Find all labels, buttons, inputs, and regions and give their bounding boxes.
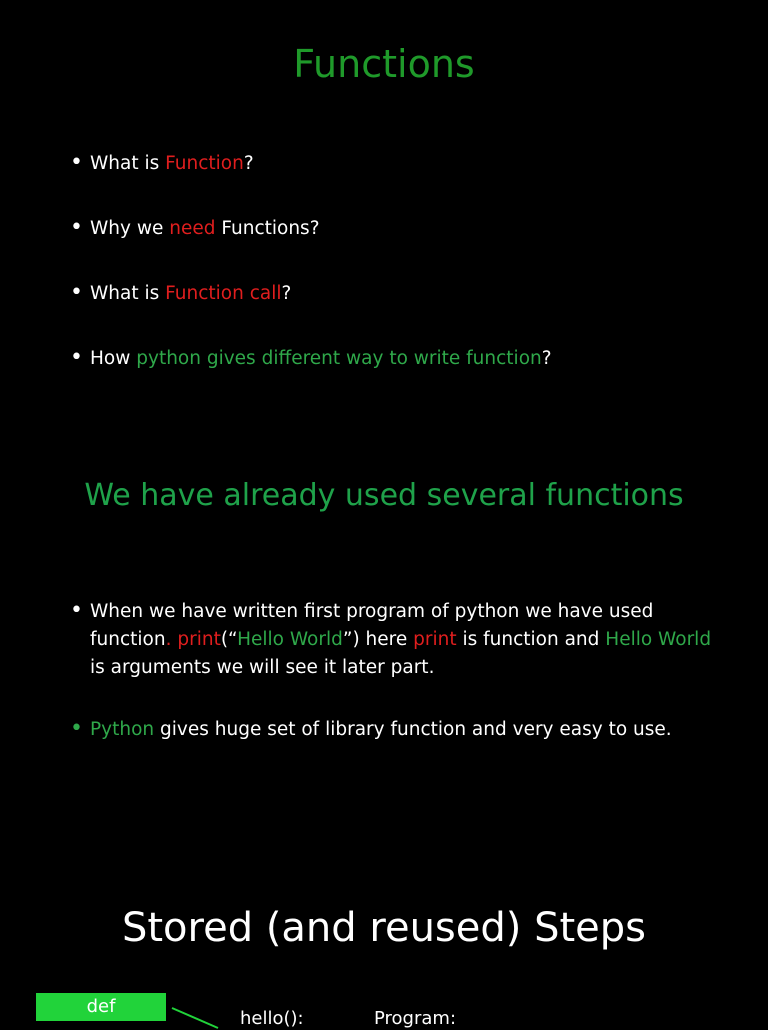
bullet-dot-icon: • <box>70 280 83 305</box>
bullet-dot-icon: • <box>70 716 83 741</box>
functions-question-list <box>70 150 552 410</box>
bullet-text: Python <box>90 719 155 740</box>
bullet-text: need <box>169 218 216 239</box>
bullet-item <box>70 215 552 243</box>
program-label: Program: <box>374 1008 457 1029</box>
bullet-item <box>70 280 552 308</box>
bullet-text: ? <box>281 283 292 304</box>
bullet-text: Function call <box>165 283 282 304</box>
def-keyword-box: def <box>36 993 166 1021</box>
bullet-dot-icon: • <box>70 150 83 175</box>
bullet-text: (“ <box>220 629 238 650</box>
bullet-text: When we have written first program of python we have used function <box>90 601 654 650</box>
bullet-item <box>70 345 552 373</box>
slide-title-functions: Functions <box>293 42 475 86</box>
hello-function-label: hello(): <box>240 1008 304 1029</box>
bullet-dot-icon: • <box>70 345 83 370</box>
bullet-text: ? <box>541 348 552 369</box>
bullet-text: python gives different way to write function <box>136 348 542 369</box>
bullet-text: ? <box>243 153 254 174</box>
bullet-text: What is <box>90 283 166 304</box>
already-used-list <box>70 598 720 778</box>
bullet-text: Hello World <box>605 629 712 650</box>
bullet-item <box>70 716 720 744</box>
slide-title-already-used: We have already used several functions <box>84 478 684 513</box>
bullet-text: print <box>413 629 457 650</box>
bullet-text: Hello World <box>237 629 343 650</box>
def-arrow-icon <box>170 1000 230 1030</box>
bullet-text: Functions? <box>215 218 320 239</box>
bullet-text: is function and <box>456 629 606 650</box>
bullet-text: gives huge set of library function and very easy to use. <box>154 719 672 740</box>
bullet-text: How <box>90 348 137 369</box>
bullet-dot-icon: • <box>70 598 83 623</box>
bullet-item <box>70 150 552 178</box>
bullet-text: What is <box>90 153 166 174</box>
bullet-text: print <box>177 629 221 650</box>
bullet-item <box>70 598 720 682</box>
bullet-text: is arguments we will see it later part. <box>90 657 435 678</box>
bullet-text: Why we <box>90 218 170 239</box>
bullet-text: Function <box>165 153 244 174</box>
bullet-text: . <box>165 629 172 650</box>
bullet-dot-icon: • <box>70 215 83 240</box>
bullet-text: ”) here <box>342 629 414 650</box>
slide-title-stored-steps: Stored (and reused) Steps <box>121 905 646 951</box>
